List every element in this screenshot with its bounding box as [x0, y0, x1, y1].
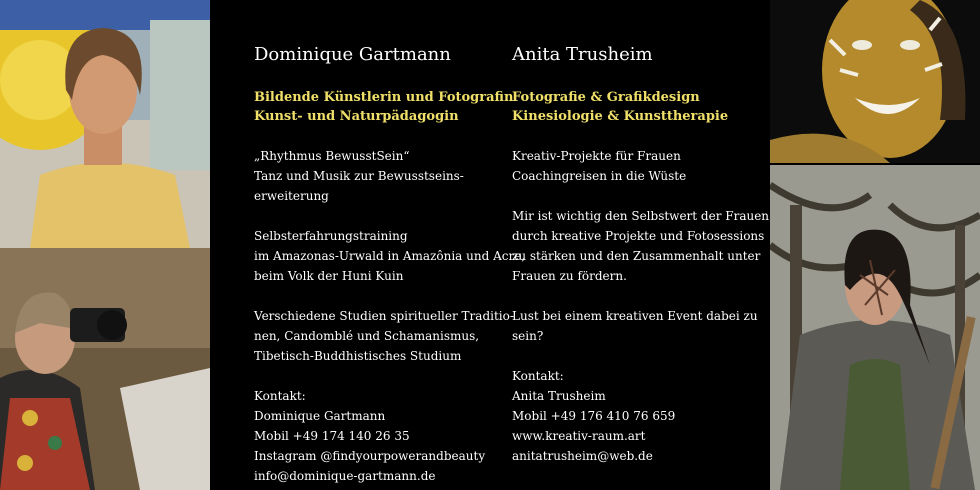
photo-woman-in-forest: [770, 165, 980, 490]
text-line: nen, Candomblé und Schamanismus,: [254, 329, 480, 343]
text-line: Frauen zu fördern.: [512, 269, 627, 283]
text-line: Kreativ-Projekte für Frauen: [512, 149, 681, 163]
contact-phone[interactable]: Mobil +49 176 410 76 659: [512, 409, 676, 423]
contact-heading: Kontakt:: [512, 369, 564, 383]
dominique-contact: [254, 386, 504, 486]
anita-contact: [512, 366, 762, 466]
text-line: Verschiedene Studien spiritueller Traditio-: [254, 309, 514, 323]
text-line: Mir ist wichtig den Selbstwert der Frauen: [512, 209, 770, 223]
photo-anita-with-camera: [0, 248, 210, 490]
rhythmus-block: [254, 146, 504, 206]
mission-block: [512, 206, 770, 286]
text-line: Selbsterfahrungstraining: [254, 229, 408, 243]
role-line: Bildende Künstlerin und Fotografin: [254, 90, 514, 105]
contact-instagram[interactable]: Instagram @findyourpowerandbeauty: [254, 449, 486, 463]
role-line: Kunst- und Naturpädagogin: [254, 109, 459, 124]
photo-gold-face-paint: [770, 0, 980, 163]
contact-website[interactable]: www.kreativ-raum.art: [512, 429, 646, 443]
contact-phone[interactable]: Mobil +49 174 140 26 35: [254, 429, 410, 443]
contact-heading: Kontakt:: [254, 389, 306, 403]
contact-name: Dominique Gartmann: [254, 409, 386, 423]
anita-roles: [512, 88, 762, 126]
text-line: Tibetisch-Buddhistisches Studium: [254, 349, 462, 363]
text-line: sein?: [512, 329, 544, 343]
text-line: durch kreative Projekte und Fotosessions: [512, 229, 765, 243]
text-line: im Amazonas-Urwald in Amazônia und Acre,: [254, 249, 526, 263]
role-line: Kinesiologie & Kunsttherapie: [512, 109, 729, 124]
text-line: Tanz und Musik zur Bewusstseins-: [254, 169, 464, 183]
dominique-roles: [254, 88, 514, 126]
text-line: „Rhythmus BewusstSein“: [254, 149, 410, 163]
text-line: Lust bei einem kreativen Event dabei zu: [512, 309, 758, 323]
projects-block: [512, 146, 762, 186]
event-question-block: [512, 306, 762, 346]
text-line: erweiterung: [254, 189, 329, 203]
training-block: [254, 226, 526, 286]
photo-dominique-portrait: [0, 0, 210, 248]
text-line: zu stärken und den Zusammenhalt unter: [512, 249, 761, 263]
dominique-column: [254, 40, 526, 490]
contact-name: Anita Trusheim: [512, 389, 606, 403]
anita-column: [512, 40, 770, 486]
contact-email[interactable]: info@dominique-gartmann.de: [254, 469, 436, 483]
dominique-name: Dominique Gartmann: [254, 44, 451, 65]
contact-email[interactable]: anitatrusheim@web.de: [512, 449, 653, 463]
role-line: Fotografie & Grafikdesign: [512, 90, 700, 105]
studies-block: [254, 306, 514, 366]
text-line: Coachingreisen in die Wüste: [512, 169, 687, 183]
anita-name: Anita Trusheim: [512, 44, 653, 65]
text-line: beim Volk der Huni Kuin: [254, 269, 404, 283]
